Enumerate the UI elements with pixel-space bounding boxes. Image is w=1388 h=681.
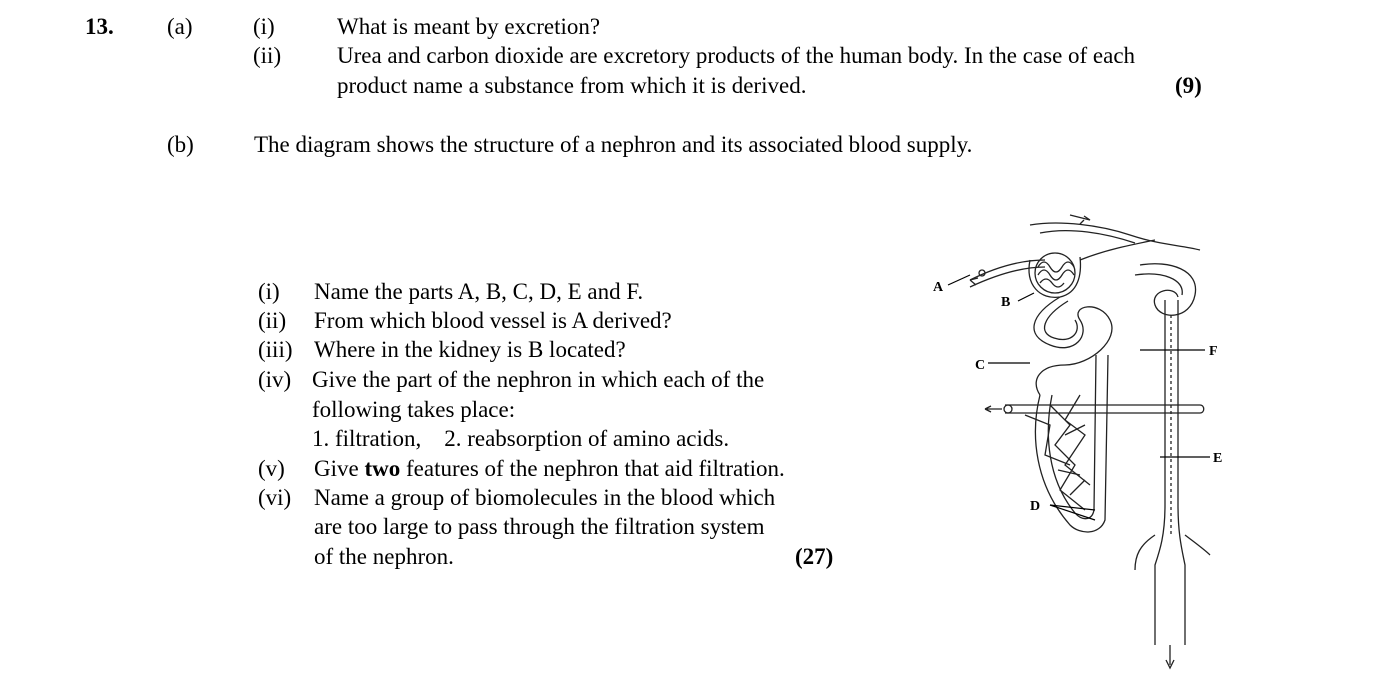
item-vi-line2: are too large to pass through the filtration system bbox=[314, 514, 765, 539]
item-iii-label: (iii) bbox=[258, 337, 293, 362]
part-b-intro: The diagram shows the structure of a nephron and its associated blood supply. bbox=[254, 132, 973, 157]
part-a-marks: (9) bbox=[1175, 73, 1202, 98]
item-iii-text: Where in the kidney is B located? bbox=[314, 337, 626, 362]
question-number: 13. bbox=[85, 14, 114, 39]
label-F: F bbox=[1209, 344, 1218, 359]
item-ii-text: From which blood vessel is A derived? bbox=[314, 308, 672, 333]
item-v-post: features of the nephron that aid filtration. bbox=[400, 456, 785, 481]
label-A: A bbox=[933, 280, 944, 295]
item-v-label: (v) bbox=[258, 456, 285, 481]
item-vi-line3: of the nephron. bbox=[314, 544, 454, 569]
label-E: E bbox=[1213, 451, 1223, 466]
label-D: D bbox=[1030, 499, 1041, 514]
nephron-diagram bbox=[930, 205, 1230, 675]
glomerulus bbox=[1035, 253, 1075, 293]
part-b-marks: (27) bbox=[795, 544, 834, 569]
part-a-ii-line1: Urea and carbon dioxide are excretory products of the human body. In the case of each bbox=[337, 43, 1136, 68]
item-i-label: (i) bbox=[258, 279, 280, 304]
part-a-i-text: What is meant by excretion? bbox=[337, 14, 601, 39]
item-v-pre: Give bbox=[314, 456, 365, 481]
item-iv-line2: following takes place: bbox=[312, 397, 516, 422]
part-a-label: (a) bbox=[167, 14, 193, 39]
label-C: C bbox=[975, 358, 986, 373]
part-a-ii-line2: product name a substance from which it is derived. bbox=[337, 73, 807, 98]
item-ii-label: (ii) bbox=[258, 308, 287, 333]
label-B: B bbox=[1001, 295, 1011, 310]
item-iv-label: (iv) bbox=[258, 367, 292, 392]
part-a-i-label: (i) bbox=[253, 14, 275, 39]
part-b-label: (b) bbox=[167, 132, 194, 157]
item-iv-line1: Give the part of the nephron in which each of the bbox=[312, 367, 765, 392]
item-vi-label: (vi) bbox=[258, 485, 292, 510]
collecting-duct bbox=[1155, 300, 1165, 645]
item-iv-line3: 1. filtration, 2. reabsorption of amino acids. bbox=[312, 426, 730, 451]
item-v-text bbox=[314, 455, 785, 482]
item-vi-line1: Name a group of biomolecules in the blood which bbox=[314, 485, 776, 510]
proximal-tubule bbox=[1034, 297, 1112, 395]
item-v-bold: two bbox=[364, 456, 401, 481]
part-a-ii-label: (ii) bbox=[253, 43, 282, 68]
item-i-text: Name the parts A, B, C, D, E and F. bbox=[314, 279, 644, 304]
